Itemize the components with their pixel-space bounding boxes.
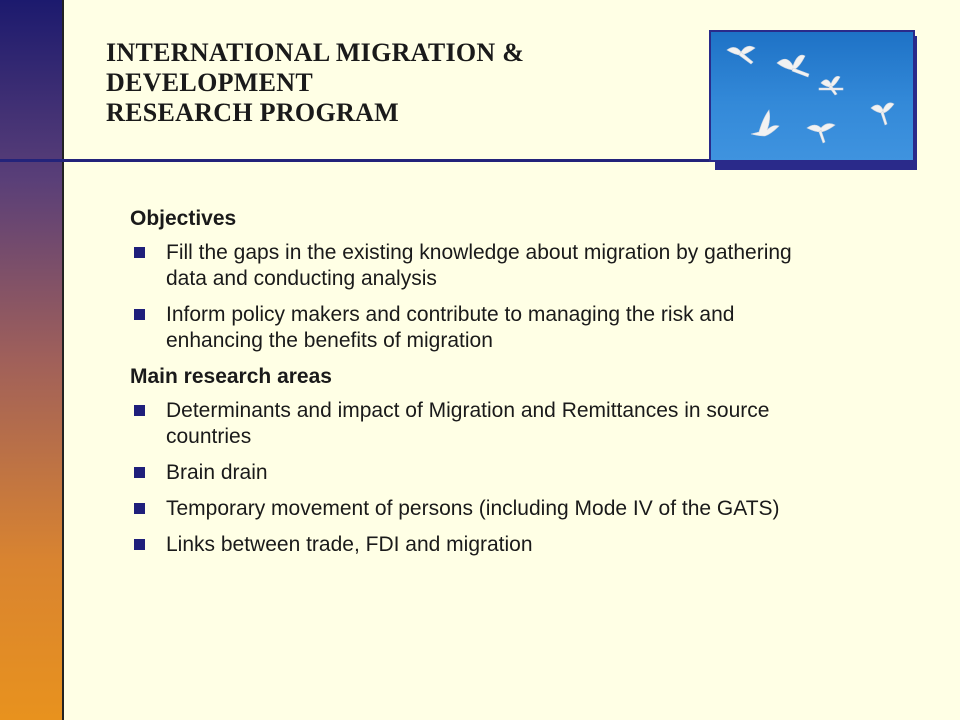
section-heading-research-areas: Main research areas	[130, 365, 332, 388]
bullet-text: Brain drain	[166, 461, 268, 484]
section-heading-objectives: Objectives	[130, 207, 237, 230]
birds-in-flight-image	[709, 30, 915, 162]
square-bullet-icon	[134, 503, 145, 514]
title-line-3: RESEARCH PROGRAM	[106, 98, 399, 127]
square-bullet-icon	[134, 405, 145, 416]
bullet-item	[130, 460, 830, 486]
bullet-item	[130, 532, 830, 558]
bullet-text: Links between trade, FDI and migration	[166, 533, 533, 556]
title-line-1: INTERNATIONAL MIGRATION &	[106, 38, 525, 67]
bullet-text: Determinants and impact of Migration and Remittances in source countries	[166, 399, 770, 448]
bullet-text: Fill the gaps in the existing knowledge about migration by gathering data and conducting analysis	[166, 241, 792, 290]
slide-title	[106, 38, 686, 128]
bullet-item	[130, 302, 830, 354]
square-bullet-icon	[134, 539, 145, 550]
bullet-item	[130, 240, 830, 292]
square-bullet-icon	[134, 247, 145, 258]
bullet-item	[130, 398, 830, 450]
left-gradient-bar	[0, 0, 64, 720]
bullet-text: Temporary movement of persons (including Mode IV of the GATS)	[166, 497, 780, 520]
slide-body	[130, 206, 830, 568]
square-bullet-icon	[134, 309, 145, 320]
square-bullet-icon	[134, 467, 145, 478]
bullet-item	[130, 496, 830, 522]
title-divider	[0, 159, 720, 162]
title-line-2: DEVELOPMENT	[106, 68, 313, 97]
bullet-text: Inform policy makers and contribute to managing the risk and enhancing the benefits of migration	[166, 303, 735, 352]
birds-icon	[711, 32, 913, 160]
